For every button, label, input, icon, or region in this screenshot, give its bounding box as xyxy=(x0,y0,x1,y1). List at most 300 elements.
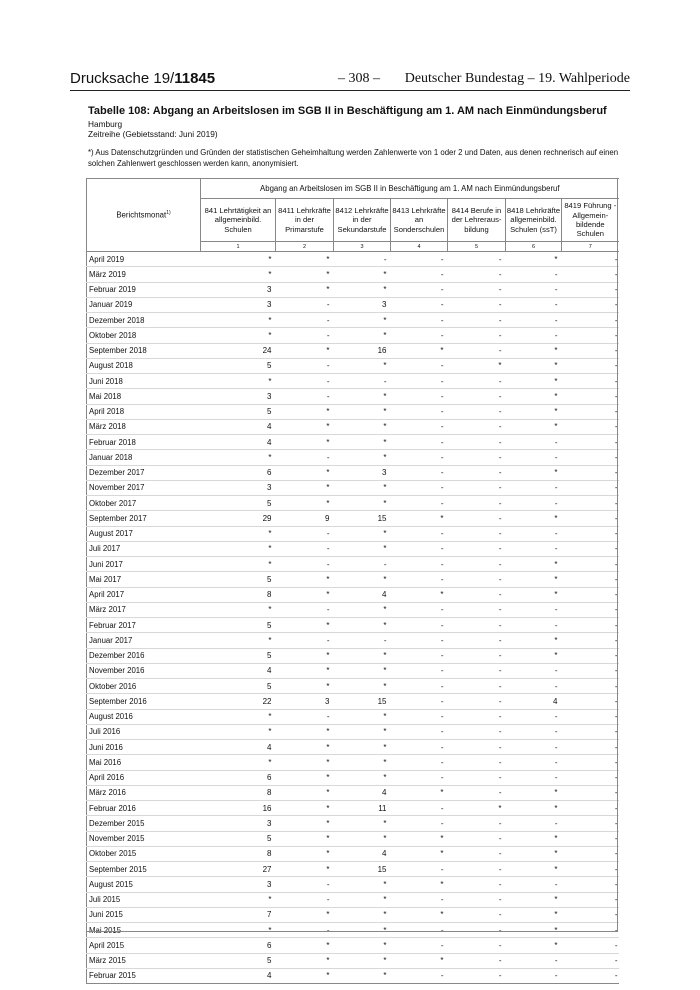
value-cell-col6: * xyxy=(506,343,562,358)
value-cell-col6: * xyxy=(506,633,562,648)
value-cell-col2: * xyxy=(276,938,334,953)
value-cell-col3: - xyxy=(334,252,391,267)
value-cell-col6: * xyxy=(506,831,562,846)
value-cell-col4: - xyxy=(391,892,448,907)
value-cell-col5: - xyxy=(448,602,506,617)
value-cell-col1: 5 xyxy=(201,953,276,968)
month-cell: Oktober 2018 xyxy=(87,328,201,343)
value-cell-col6: - xyxy=(506,328,562,343)
table-body xyxy=(87,252,619,984)
value-cell-col6: - xyxy=(506,496,562,511)
value-cell-col6: - xyxy=(506,602,562,617)
value-cell-col5: - xyxy=(448,252,506,267)
value-cell-col5: - xyxy=(448,328,506,343)
value-cell-col5: - xyxy=(448,297,506,312)
table-row xyxy=(87,892,619,907)
value-cell-col2: - xyxy=(276,389,334,404)
table-row xyxy=(87,801,619,816)
value-cell-col1: * xyxy=(201,267,276,282)
value-cell-col7: - xyxy=(562,374,619,389)
value-cell-col3: 4 xyxy=(334,587,391,602)
value-cell-col6: - xyxy=(506,709,562,724)
value-cell-col6: - xyxy=(506,450,562,465)
value-cell-col1: * xyxy=(201,923,276,938)
value-cell-col4: - xyxy=(391,648,448,663)
value-cell-col2: - xyxy=(276,892,334,907)
value-cell-col2: * xyxy=(276,282,334,297)
value-cell-col5: - xyxy=(448,267,506,282)
month-cell: September 2018 xyxy=(87,343,201,358)
value-cell-col3: * xyxy=(334,953,391,968)
value-cell-col7: - xyxy=(562,511,619,526)
value-cell-col6: - xyxy=(506,618,562,633)
value-cell-col6: - xyxy=(506,968,562,983)
value-cell-col7: - xyxy=(562,724,619,739)
month-cell: August 2016 xyxy=(87,709,201,724)
table-row xyxy=(87,252,619,267)
value-cell-col5: - xyxy=(448,496,506,511)
table-row xyxy=(87,282,619,297)
month-cell: April 2019 xyxy=(87,252,201,267)
month-cell: November 2015 xyxy=(87,831,201,846)
value-cell-col6: * xyxy=(506,892,562,907)
column-number-7: 7 xyxy=(562,242,619,252)
value-cell-col7: - xyxy=(562,892,619,907)
value-cell-col7: - xyxy=(562,694,619,709)
value-cell-col4: - xyxy=(391,480,448,495)
value-cell-col4: - xyxy=(391,923,448,938)
month-column-header xyxy=(87,179,201,252)
column-header-7: 8419 Führung - Allgemein-bildende Schulen xyxy=(562,199,619,242)
value-cell-col2: * xyxy=(276,785,334,800)
column-header-3: 8412 Lehrkräfte in der Sekundarstufe xyxy=(334,199,391,242)
value-cell-col3: - xyxy=(334,374,391,389)
value-cell-col7: - xyxy=(562,877,619,892)
value-cell-col6: * xyxy=(506,801,562,816)
privacy-footnote: *) Aus Datenschutzgründen und Gründen der statistischen Geheimhaltung werden Zahlenwerte von 1 oder 2 und Daten, aus denen rechnerisch auf einen solchen Zahlenwert geschlossen werden kann, anonymisiert. xyxy=(88,148,619,168)
value-cell-col3: * xyxy=(334,831,391,846)
value-cell-col4: - xyxy=(391,404,448,419)
table-title: Tabelle 108: Abgang an Arbeitslosen im SGB II in Beschäftigung am 1. AM nach Einmündungsberuf xyxy=(88,105,607,117)
value-cell-col3: - xyxy=(334,557,391,572)
value-cell-col3: * xyxy=(334,602,391,617)
value-cell-col4: - xyxy=(391,602,448,617)
value-cell-col4: - xyxy=(391,679,448,694)
value-cell-col3: * xyxy=(334,877,391,892)
table-row xyxy=(87,968,619,983)
column-header-1: 841 Lehrtätigkeit an allgemeinbild. Schulen xyxy=(201,199,276,242)
month-cell: Juli 2017 xyxy=(87,541,201,556)
value-cell-col5: - xyxy=(448,770,506,785)
value-cell-col1: 6 xyxy=(201,770,276,785)
month-cell: September 2015 xyxy=(87,862,201,877)
value-cell-col7: - xyxy=(562,587,619,602)
value-cell-col5: - xyxy=(448,450,506,465)
value-cell-col6: * xyxy=(506,358,562,373)
table-row xyxy=(87,343,619,358)
value-cell-col5: - xyxy=(448,282,506,297)
value-cell-col1: 6 xyxy=(201,465,276,480)
value-cell-col3: * xyxy=(334,526,391,541)
value-cell-col5: - xyxy=(448,511,506,526)
month-cell: April 2015 xyxy=(87,938,201,953)
table-row xyxy=(87,526,619,541)
value-cell-col4: - xyxy=(391,465,448,480)
value-cell-col5: - xyxy=(448,541,506,556)
value-cell-col5: - xyxy=(448,648,506,663)
value-cell-col3: * xyxy=(334,923,391,938)
value-cell-col4: * xyxy=(391,785,448,800)
value-cell-col1: 22 xyxy=(201,694,276,709)
value-cell-col1: 5 xyxy=(201,572,276,587)
month-cell: Dezember 2015 xyxy=(87,816,201,831)
value-cell-col6: * xyxy=(506,252,562,267)
table-row xyxy=(87,618,619,633)
value-cell-col2: * xyxy=(276,419,334,434)
value-cell-col7: - xyxy=(562,557,619,572)
value-cell-col3: * xyxy=(334,572,391,587)
column-number-2: 2 xyxy=(276,242,334,252)
value-cell-col4: - xyxy=(391,663,448,678)
value-cell-col7: - xyxy=(562,267,619,282)
value-cell-col7: - xyxy=(562,923,619,938)
value-cell-col3: * xyxy=(334,770,391,785)
value-cell-col7: - xyxy=(562,663,619,678)
value-cell-col7: - xyxy=(562,297,619,312)
month-cell: Januar 2019 xyxy=(87,297,201,312)
value-cell-col7: - xyxy=(562,404,619,419)
value-cell-col4: * xyxy=(391,511,448,526)
page-number: – 308 – xyxy=(338,71,380,86)
table-row xyxy=(87,648,619,663)
value-cell-col5: - xyxy=(448,755,506,770)
value-cell-col2: * xyxy=(276,862,334,877)
value-cell-col7: - xyxy=(562,480,619,495)
value-cell-col1: * xyxy=(201,755,276,770)
month-cell: Juni 2017 xyxy=(87,557,201,572)
value-cell-col4: - xyxy=(391,450,448,465)
value-cell-col7: - xyxy=(562,953,619,968)
month-cell: Dezember 2016 xyxy=(87,648,201,663)
value-cell-col1: 24 xyxy=(201,343,276,358)
value-cell-col1: 3 xyxy=(201,480,276,495)
value-cell-col1: 8 xyxy=(201,846,276,861)
month-header-footnote-mark: 1) xyxy=(166,210,171,217)
value-cell-col7: - xyxy=(562,816,619,831)
value-cell-col5: - xyxy=(448,938,506,953)
value-cell-col1: * xyxy=(201,602,276,617)
value-cell-col6: * xyxy=(506,374,562,389)
month-cell: September 2017 xyxy=(87,511,201,526)
value-cell-col5: - xyxy=(448,557,506,572)
value-cell-col4: * xyxy=(391,953,448,968)
month-cell: Oktober 2017 xyxy=(87,496,201,511)
value-cell-col1: 27 xyxy=(201,862,276,877)
value-cell-col6: - xyxy=(506,816,562,831)
value-cell-col7: - xyxy=(562,572,619,587)
value-cell-col5: - xyxy=(448,419,506,434)
table-row xyxy=(87,267,619,282)
month-cell: September 2016 xyxy=(87,694,201,709)
value-cell-col4: - xyxy=(391,968,448,983)
value-cell-col3: 4 xyxy=(334,785,391,800)
table-row xyxy=(87,877,619,892)
value-cell-col6: * xyxy=(506,557,562,572)
value-cell-col1: * xyxy=(201,252,276,267)
value-cell-col2: 9 xyxy=(276,511,334,526)
value-cell-col6: - xyxy=(506,526,562,541)
table-row xyxy=(87,831,619,846)
value-cell-col1: 3 xyxy=(201,816,276,831)
month-cell: Juni 2018 xyxy=(87,374,201,389)
value-cell-col6: - xyxy=(506,755,562,770)
value-cell-col5: - xyxy=(448,435,506,450)
value-cell-col3: 16 xyxy=(334,343,391,358)
value-cell-col2: * xyxy=(276,435,334,450)
column-number-1: 1 xyxy=(201,242,276,252)
value-cell-col4: * xyxy=(391,831,448,846)
table-row xyxy=(87,465,619,480)
value-cell-col4: - xyxy=(391,938,448,953)
value-cell-col5: - xyxy=(448,679,506,694)
value-cell-col2: * xyxy=(276,648,334,663)
column-number-4: 4 xyxy=(391,242,448,252)
table-row xyxy=(87,435,619,450)
value-cell-col4: - xyxy=(391,862,448,877)
value-cell-col2: * xyxy=(276,907,334,922)
value-cell-col4: - xyxy=(391,313,448,328)
value-cell-col1: * xyxy=(201,541,276,556)
value-cell-col2: - xyxy=(276,328,334,343)
value-cell-col2: * xyxy=(276,572,334,587)
value-cell-col5: - xyxy=(448,953,506,968)
value-cell-col1: 6 xyxy=(201,938,276,953)
table-row xyxy=(87,480,619,495)
value-cell-col5: - xyxy=(448,480,506,495)
value-cell-col3: * xyxy=(334,907,391,922)
value-cell-col2: * xyxy=(276,343,334,358)
table-row xyxy=(87,862,619,877)
month-cell: Februar 2019 xyxy=(87,282,201,297)
value-cell-col4: - xyxy=(391,358,448,373)
value-cell-col6: - xyxy=(506,663,562,678)
table-row xyxy=(87,404,619,419)
month-cell: Oktober 2016 xyxy=(87,679,201,694)
value-cell-col5: - xyxy=(448,404,506,419)
value-cell-col7: - xyxy=(562,358,619,373)
value-cell-col3: * xyxy=(334,358,391,373)
value-cell-col7: - xyxy=(562,465,619,480)
value-cell-col2: * xyxy=(276,953,334,968)
value-cell-col5: - xyxy=(448,724,506,739)
value-cell-col4: - xyxy=(391,526,448,541)
value-cell-col5: - xyxy=(448,892,506,907)
month-cell: Januar 2018 xyxy=(87,450,201,465)
value-cell-col7: - xyxy=(562,968,619,983)
value-cell-col1: 3 xyxy=(201,297,276,312)
table-row xyxy=(87,633,619,648)
column-header-6: 8418 Lehrkräfte allgemeinbild. Schulen (ssT) xyxy=(506,199,562,242)
month-cell: November 2016 xyxy=(87,663,201,678)
value-cell-col1: * xyxy=(201,526,276,541)
table-right-border xyxy=(617,178,618,931)
value-cell-col6: * xyxy=(506,938,562,953)
value-cell-col7: - xyxy=(562,313,619,328)
value-cell-col1: 8 xyxy=(201,785,276,800)
column-number-3: 3 xyxy=(334,242,391,252)
value-cell-col7: - xyxy=(562,862,619,877)
value-cell-col1: * xyxy=(201,374,276,389)
value-cell-col6: - xyxy=(506,953,562,968)
value-cell-col7: - xyxy=(562,740,619,755)
table-row xyxy=(87,313,619,328)
doc-number-prefix: 19/ xyxy=(153,70,175,87)
value-cell-col1: * xyxy=(201,633,276,648)
value-cell-col1: 4 xyxy=(201,435,276,450)
value-cell-col2: - xyxy=(276,526,334,541)
value-cell-col6: - xyxy=(506,740,562,755)
value-cell-col2: - xyxy=(276,877,334,892)
value-cell-col1: 5 xyxy=(201,831,276,846)
document-number xyxy=(70,70,215,87)
value-cell-col7: - xyxy=(562,846,619,861)
value-cell-col2: * xyxy=(276,267,334,282)
value-cell-col6: - xyxy=(506,267,562,282)
month-cell: März 2018 xyxy=(87,419,201,434)
value-cell-col7: - xyxy=(562,541,619,556)
value-cell-col4: - xyxy=(391,801,448,816)
value-cell-col3: * xyxy=(334,648,391,663)
value-cell-col5: - xyxy=(448,633,506,648)
value-cell-col2: * xyxy=(276,968,334,983)
value-cell-col3: * xyxy=(334,724,391,739)
value-cell-col4: * xyxy=(391,846,448,861)
value-cell-col6: - xyxy=(506,435,562,450)
value-cell-col2: * xyxy=(276,755,334,770)
table-row xyxy=(87,724,619,739)
column-number-5: 5 xyxy=(448,242,506,252)
value-cell-col5: - xyxy=(448,816,506,831)
table-row xyxy=(87,511,619,526)
value-cell-col4: - xyxy=(391,496,448,511)
value-cell-col4: - xyxy=(391,557,448,572)
doc-number: 11845 xyxy=(174,70,216,87)
value-cell-col7: - xyxy=(562,648,619,663)
table-row xyxy=(87,740,619,755)
value-cell-col1: * xyxy=(201,557,276,572)
value-cell-col4: - xyxy=(391,709,448,724)
month-cell: Mai 2015 xyxy=(87,923,201,938)
month-cell: Januar 2017 xyxy=(87,633,201,648)
value-cell-col2: * xyxy=(276,831,334,846)
value-cell-col1: 5 xyxy=(201,404,276,419)
value-cell-col3: * xyxy=(334,404,391,419)
value-cell-col1: 5 xyxy=(201,648,276,663)
table-row xyxy=(87,709,619,724)
value-cell-col2: * xyxy=(276,801,334,816)
value-cell-col2: 3 xyxy=(276,694,334,709)
value-cell-col4: - xyxy=(391,297,448,312)
value-cell-col1: 5 xyxy=(201,679,276,694)
value-cell-col2: - xyxy=(276,602,334,617)
value-cell-col3: 3 xyxy=(334,297,391,312)
value-cell-col2: * xyxy=(276,496,334,511)
table-row xyxy=(87,572,619,587)
table-row xyxy=(87,496,619,511)
value-cell-col3: 4 xyxy=(334,846,391,861)
value-cell-col3: - xyxy=(334,633,391,648)
table-row xyxy=(87,755,619,770)
value-cell-col1: * xyxy=(201,450,276,465)
month-cell: März 2015 xyxy=(87,953,201,968)
month-cell: März 2016 xyxy=(87,785,201,800)
value-cell-col1: * xyxy=(201,724,276,739)
value-cell-col7: - xyxy=(562,755,619,770)
value-cell-col4: - xyxy=(391,724,448,739)
table-row xyxy=(87,587,619,602)
value-cell-col2: * xyxy=(276,816,334,831)
value-cell-col6: - xyxy=(506,679,562,694)
value-cell-col1: 3 xyxy=(201,282,276,297)
value-cell-col6: * xyxy=(506,862,562,877)
table-row xyxy=(87,816,619,831)
value-cell-col3: * xyxy=(334,496,391,511)
group-header: Abgang an Arbeitslosen im SGB II in Beschäftigung am 1. AM nach Einmündungsberuf xyxy=(201,179,619,199)
value-cell-col5: - xyxy=(448,740,506,755)
value-cell-col5: - xyxy=(448,694,506,709)
table-row xyxy=(87,358,619,373)
month-cell: Dezember 2017 xyxy=(87,465,201,480)
value-cell-col1: * xyxy=(201,313,276,328)
value-cell-col5: - xyxy=(448,923,506,938)
value-cell-col4: * xyxy=(391,343,448,358)
value-cell-col2: * xyxy=(276,587,334,602)
month-cell: Juli 2015 xyxy=(87,892,201,907)
value-cell-col6: - xyxy=(506,770,562,785)
value-cell-col3: 15 xyxy=(334,694,391,709)
value-cell-col4: - xyxy=(391,328,448,343)
value-cell-col3: * xyxy=(334,435,391,450)
value-cell-col5: - xyxy=(448,313,506,328)
value-cell-col5: - xyxy=(448,968,506,983)
value-cell-col1: 16 xyxy=(201,801,276,816)
value-cell-col7: - xyxy=(562,831,619,846)
column-header-4: 8413 Lehrkräfte an Sonderschulen xyxy=(391,199,448,242)
table-row xyxy=(87,846,619,861)
value-cell-col2: - xyxy=(276,374,334,389)
value-cell-col2: * xyxy=(276,618,334,633)
publisher: Deutscher Bundestag – 19. Wahlperiode xyxy=(404,71,630,86)
table-row xyxy=(87,297,619,312)
value-cell-col7: - xyxy=(562,770,619,785)
value-cell-col4: - xyxy=(391,770,448,785)
value-cell-col7: - xyxy=(562,389,619,404)
value-cell-col5: - xyxy=(448,862,506,877)
value-cell-col7: - xyxy=(562,343,619,358)
value-cell-col6: - xyxy=(506,313,562,328)
value-cell-col3: * xyxy=(334,663,391,678)
value-cell-col7: - xyxy=(562,633,619,648)
value-cell-col3: * xyxy=(334,679,391,694)
value-cell-col7: - xyxy=(562,785,619,800)
value-cell-col4: - xyxy=(391,618,448,633)
value-cell-col1: 7 xyxy=(201,907,276,922)
month-cell: Februar 2015 xyxy=(87,968,201,983)
value-cell-col1: * xyxy=(201,328,276,343)
value-cell-col5: - xyxy=(448,587,506,602)
value-cell-col7: - xyxy=(562,709,619,724)
value-cell-col2: * xyxy=(276,480,334,495)
